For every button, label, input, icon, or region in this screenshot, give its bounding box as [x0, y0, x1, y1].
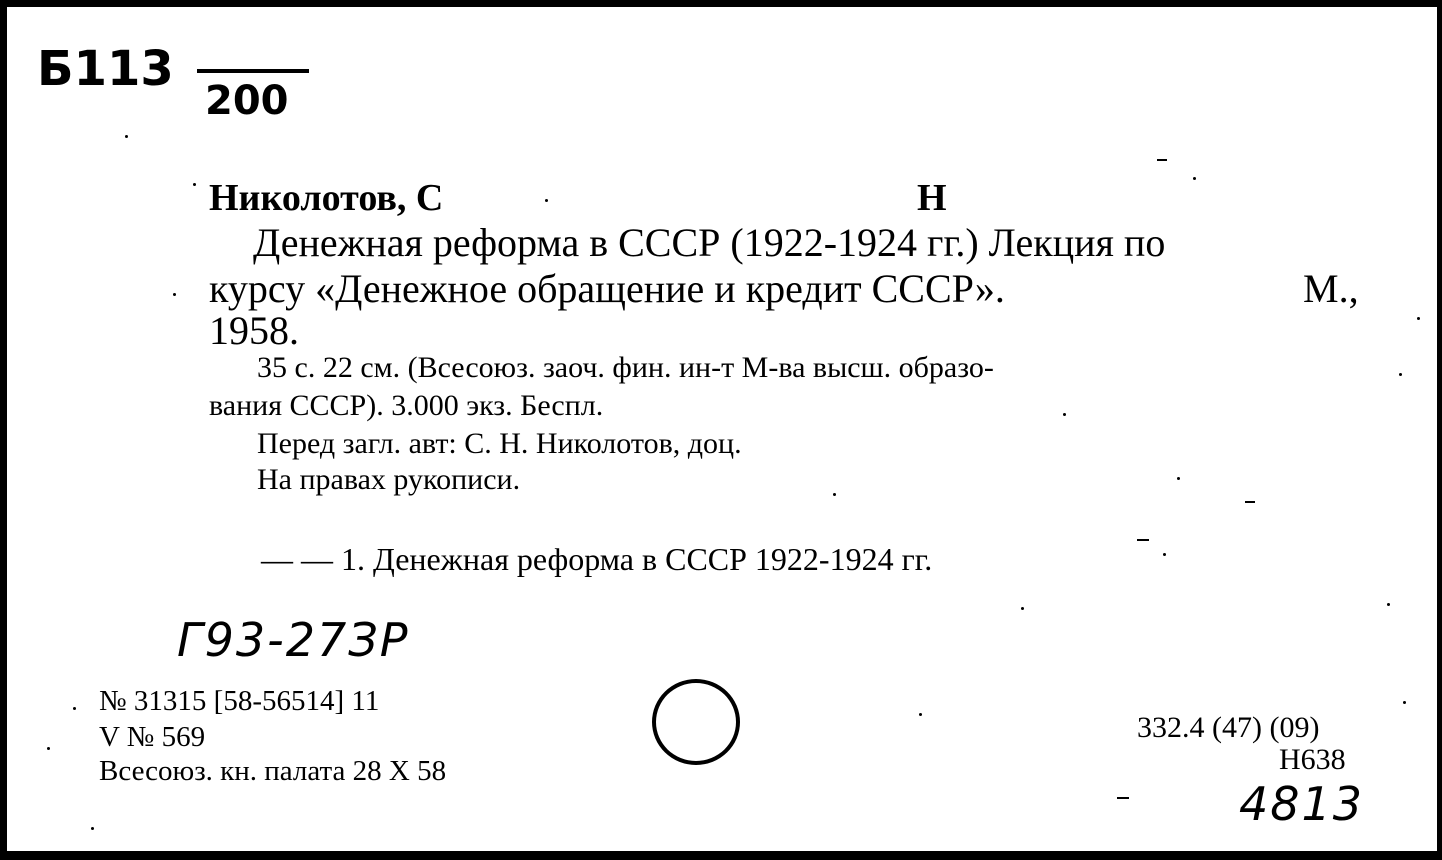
scan-speck — [91, 827, 94, 830]
footer-publisher: Всесоюз. кн. палата 28 X 58 — [99, 755, 447, 787]
scan-mark — [1117, 797, 1129, 799]
shelf-mark-number: Б113 — [37, 41, 174, 97]
title-line-3: 1958. — [209, 308, 299, 353]
title-line-2: курсу «Денежное обращение и кредит СССР». — [209, 266, 1005, 311]
scan-speck — [833, 493, 836, 496]
publication-place: М., — [1303, 266, 1359, 311]
author-mark: Н638 — [1279, 743, 1346, 776]
note-author: Перед загл. авт: С. Н. Николотов, доц. — [257, 427, 742, 460]
scan-speck — [125, 135, 128, 138]
scan-speck — [1021, 607, 1024, 610]
scan-speck — [173, 293, 176, 296]
scan-speck — [1399, 373, 1402, 376]
description-line-1: 35 с. 22 см. (Всесоюз. заоч. фин. ин-т М-ва высш. образо- — [257, 351, 994, 384]
scan-speck — [1163, 553, 1166, 556]
footer-card-number: № 31315 [58-56514] 11 — [99, 685, 380, 717]
scan-speck — [193, 183, 196, 186]
author-second-initial: Н — [917, 177, 947, 219]
handwritten-accession-number: Г93-27ЗР — [177, 613, 410, 667]
udc-classification: 332.4 (47) (09) — [1137, 711, 1320, 744]
title-line-1: Денежная реформа в СССР (1922-1924 гг.) Лекция по — [253, 220, 1166, 265]
punch-hole-circle — [652, 679, 740, 765]
scan-speck — [1177, 477, 1180, 480]
scan-speck — [73, 707, 76, 710]
scan-speck — [1063, 413, 1066, 416]
note-manuscript: На правах рукописи. — [257, 463, 521, 496]
scan-speck — [919, 713, 922, 716]
author-heading: Николотов, С — [209, 177, 444, 219]
shelf-mark-denominator: 200 — [205, 78, 289, 124]
scan-speck — [1403, 701, 1406, 704]
footer-volume-number: V № 569 — [99, 721, 206, 753]
description-line-2: вания СССР). 3.000 экз. Беспл. — [209, 389, 604, 422]
scan-mark — [1137, 539, 1149, 541]
scan-speck — [1193, 177, 1196, 180]
subject-entry: — — 1. Денежная реформа в СССР 1922-1924 гг. — [261, 541, 933, 577]
scan-speck — [47, 747, 50, 750]
handwritten-code: 4813 — [1239, 777, 1365, 831]
shelf-mark-fraction-line — [197, 69, 309, 73]
scan-speck — [545, 199, 548, 202]
scan-speck — [1387, 603, 1390, 606]
scan-speck — [1417, 317, 1420, 320]
scan-mark — [1245, 501, 1255, 503]
scan-mark — [1157, 159, 1167, 161]
